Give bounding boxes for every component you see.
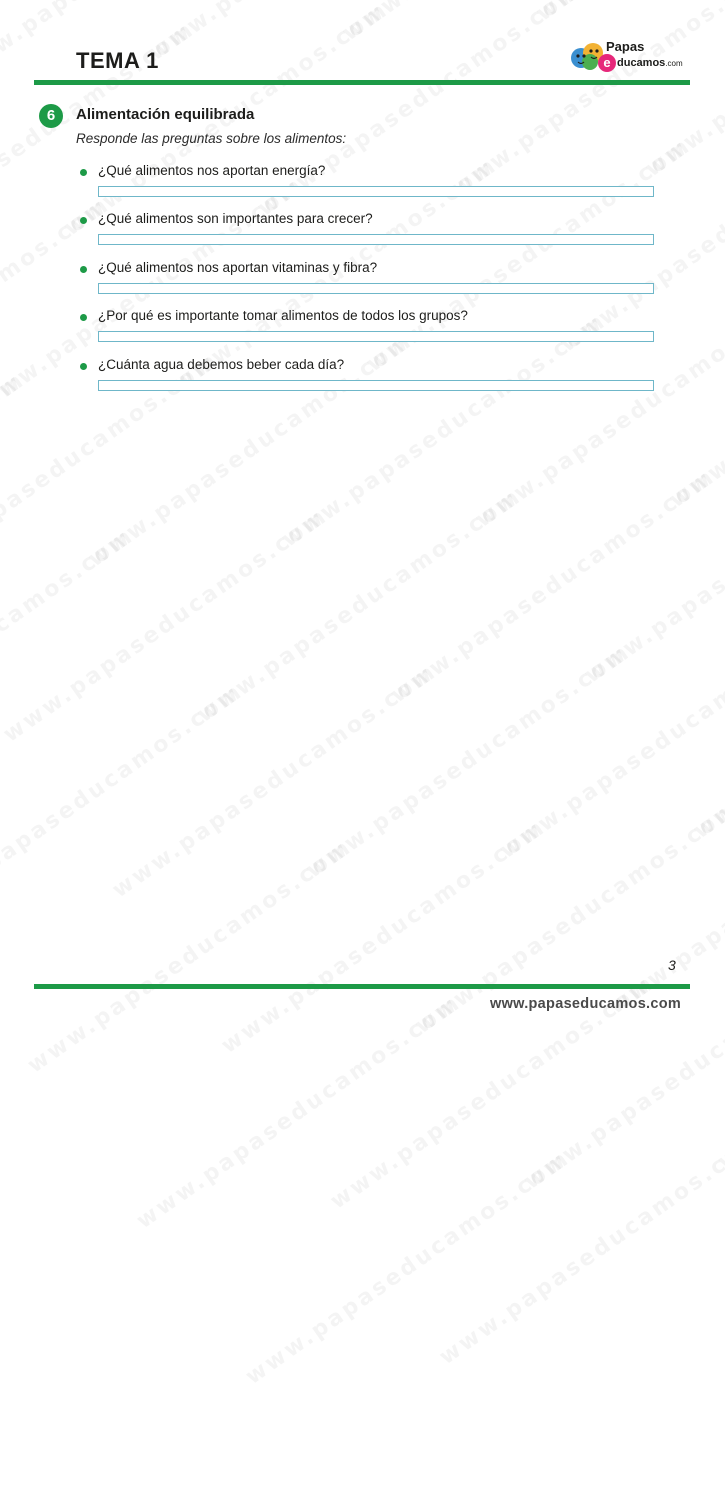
watermark-text — [665, 269, 725, 513]
header-divider — [34, 80, 690, 85]
watermark-text — [641, 0, 725, 182]
logo-text-ducamos — [617, 57, 683, 69]
watermark-text — [447, 0, 725, 202]
logo-e-badge: e — [598, 54, 616, 72]
bullet-icon — [80, 314, 87, 321]
logo-text-papas: Papas — [606, 39, 645, 54]
watermark-text — [532, 0, 725, 26]
footer-url: www.papaseducamos.com — [490, 996, 682, 1012]
watermark-text — [0, 679, 248, 923]
exercise-title: Alimentación equilibrada — [76, 106, 255, 123]
footer-divider — [34, 984, 690, 989]
watermark-text — [471, 289, 725, 533]
watermark-text — [0, 503, 333, 747]
question-text: ¿Qué alimentos nos aportan energía? — [98, 163, 326, 178]
watermark-text — [387, 464, 721, 708]
watermark-text — [689, 600, 725, 844]
watermark-text — [435, 1126, 725, 1370]
bullet-icon — [80, 169, 87, 176]
question-text: ¿Qué alimentos nos aportan vitaminas y fibra? — [98, 260, 378, 275]
question-text: ¿Por qué es importante tomar alimentos de todos los grupos? — [98, 308, 468, 323]
watermark-text — [0, 523, 139, 767]
bullet-icon — [80, 363, 87, 370]
watermark-text — [0, 36, 6, 280]
logo-text-com: .com — [665, 59, 683, 68]
watermark-text — [713, 931, 725, 1175]
question-text: ¿Cuánta agua debemos beber cada día? — [98, 357, 345, 372]
watermark-text — [580, 444, 725, 688]
answer-field[interactable] — [98, 331, 654, 342]
watermark-text — [0, 367, 30, 611]
answer-field[interactable] — [98, 380, 654, 391]
answer-field[interactable] — [98, 283, 654, 294]
watermark-text — [144, 0, 478, 66]
watermark-text — [217, 815, 551, 1059]
watermark-text — [241, 1146, 575, 1390]
bullet-icon — [80, 217, 87, 224]
watermark-text — [23, 834, 357, 1078]
answer-field[interactable] — [98, 234, 654, 245]
watermark-text — [302, 639, 636, 883]
watermark-text — [193, 484, 527, 728]
brand-logo — [570, 36, 690, 80]
watermark-text — [604, 775, 725, 1019]
logo-text-ducamos-word: ducamos — [617, 57, 666, 69]
page-title: TEMA 1 — [76, 48, 159, 73]
answer-field[interactable] — [98, 186, 654, 197]
exercise-number-badge: 6 — [39, 104, 63, 128]
watermark-text — [278, 308, 612, 552]
question-text: ¿Qué alimentos son importantes para crecer? — [98, 211, 373, 226]
exercise-instruction: Responde las preguntas sobre los alimentos: — [76, 131, 347, 146]
watermark-text — [108, 659, 442, 903]
page-number: 3 — [668, 957, 676, 973]
watermark-text — [495, 620, 725, 864]
bullet-icon — [80, 266, 87, 273]
watermark-text — [132, 990, 466, 1234]
